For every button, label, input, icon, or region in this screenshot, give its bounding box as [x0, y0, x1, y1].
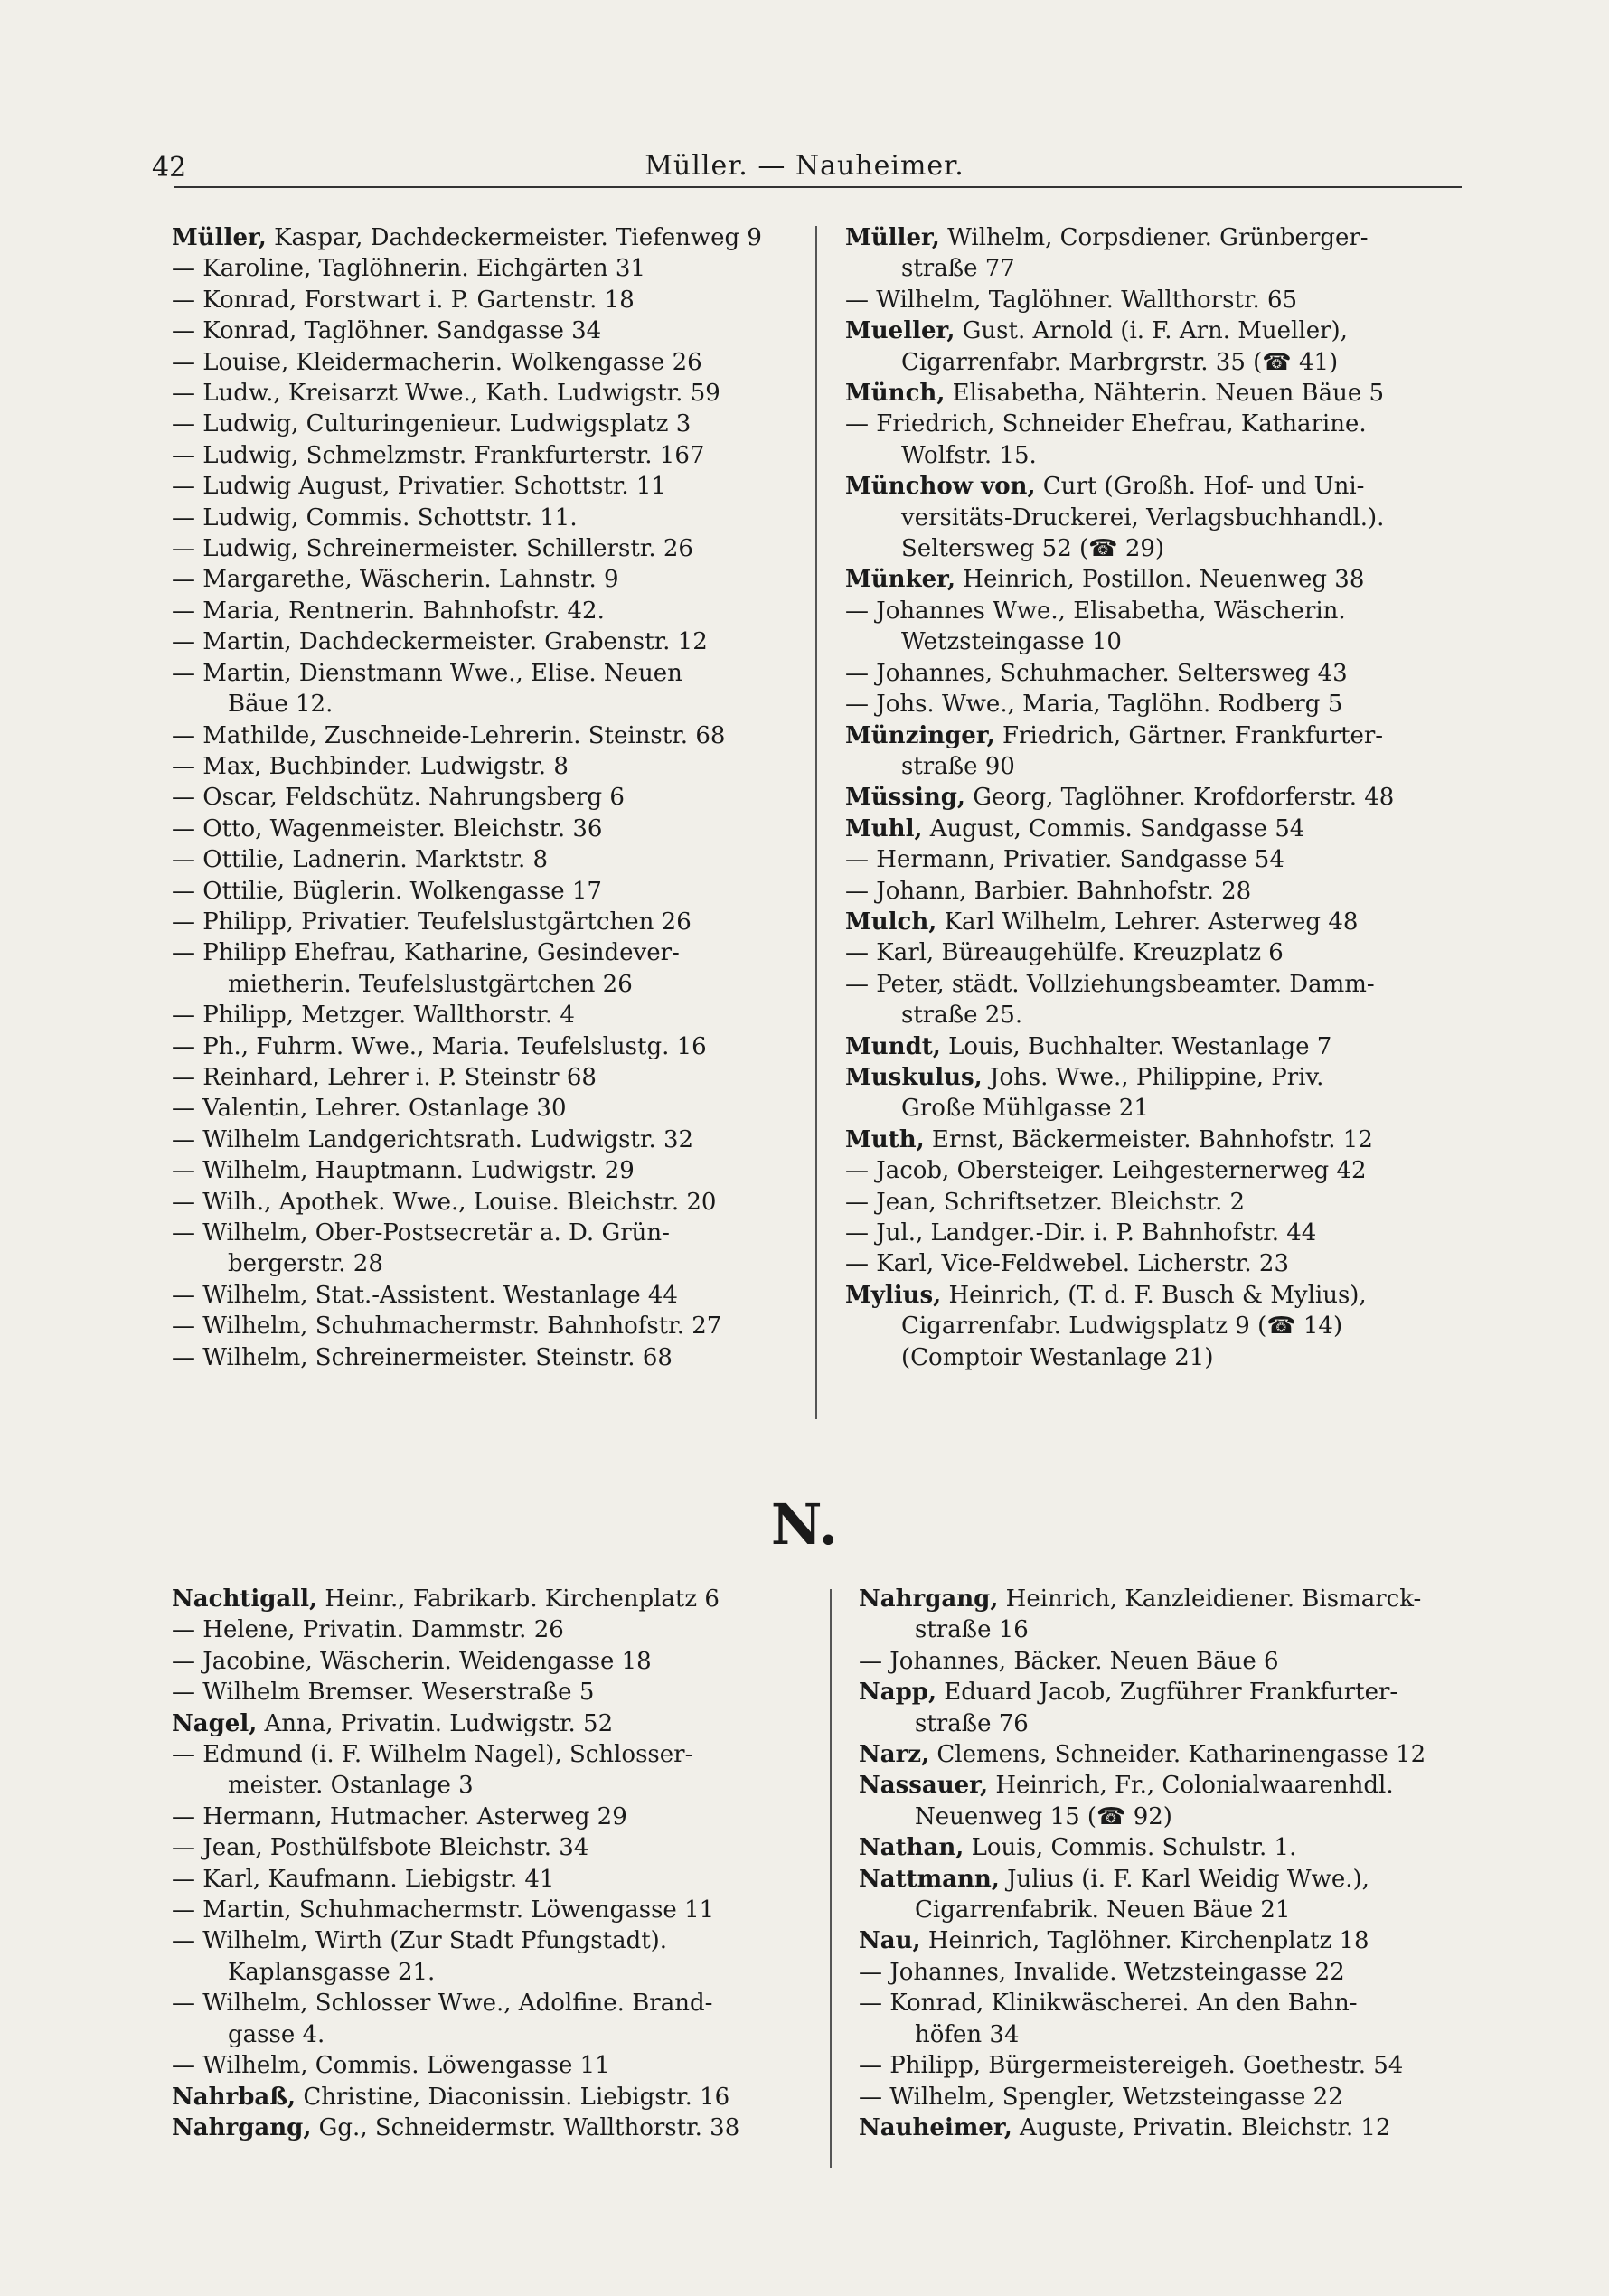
directory-entry [859, 1739, 1528, 1770]
directory-entry [859, 1988, 1528, 2050]
entry-continuation: straße 25. [901, 1002, 1023, 1030]
directory-entry [172, 2050, 841, 2081]
column-bottom-right [859, 1584, 1528, 2143]
entry-text: Anna, Privatin. Ludwigstr. 52 [264, 1709, 614, 1737]
directory-entry [172, 626, 841, 657]
directory-entry [845, 285, 1514, 315]
entry-text: — Jean, Posthülfsbote Bleichstr. 34 [172, 1834, 589, 1862]
entry-surname: Müller, [845, 224, 940, 251]
entry-text: — Johannes Wwe., Elisabetha, Wäscherin. [845, 597, 1346, 625]
directory-entry [172, 378, 841, 409]
entry-text: — Ottilie, Ladnerin. Marktstr. 8 [172, 846, 549, 874]
entry-surname: Mulch, [845, 908, 937, 936]
entry-text: Gust. Arnold (i. F. Arn. Mueller), [962, 317, 1348, 345]
entry-text: — Philipp Ehefrau, Katharine, Gesindever- [172, 939, 680, 967]
entry-text: Auguste, Privatin. Bleichstr. 12 [1020, 2113, 1391, 2141]
entry-text: Heinrich, Kanzleidiener. Bismarck- [1005, 1586, 1422, 1613]
column-bottom-left [172, 1584, 841, 2143]
entry-text: — Jacob, Obersteiger. Leihgesternerweg 42 [845, 1157, 1367, 1185]
entry-continuation: versitäts-Druckerei, Verlagsbuchhandl.). [901, 503, 1385, 532]
directory-entry [172, 1802, 841, 1832]
entry-text: — Jean, Schriftsetzer. Bleichstr. 2 [845, 1188, 1246, 1216]
entry-text: — Ph., Fuhrm. Wwe., Maria. Teufelslustg. 16 [172, 1032, 707, 1060]
entry-surname: Napp, [859, 1679, 937, 1707]
entry-text: Heinrich, (T. d. F. Busch & Mylius), [948, 1281, 1367, 1309]
entry-text: (Comptoir Westanlage 21) [901, 1343, 1214, 1371]
entry-continuation: höfen 34 [915, 2020, 1020, 2048]
directory-entry [172, 782, 841, 813]
entry-text: — Wilhelm, Spengler, Wetzsteingasse 22 [859, 2083, 1343, 2111]
entry-surname: Nahrgang, [859, 1586, 999, 1613]
entry-text: — Jacobine, Wäscherin. Weidengasse 18 [172, 1647, 652, 1675]
entry-text: — Louise, Kleidermacherin. Wolkengasse 26 [172, 348, 702, 376]
entry-continuation: bergerstr. 28 [228, 1250, 383, 1278]
entry-surname: Mylius, [845, 1281, 942, 1309]
directory-entry [172, 2082, 841, 2113]
entry-text: — Johann, Barbier. Bahnhofstr. 28 [845, 877, 1252, 905]
directory-entry [172, 1187, 841, 1218]
directory-entry [172, 1988, 841, 2050]
directory-entry [845, 1062, 1514, 1124]
directory-entry [845, 969, 1514, 1031]
directory-entry [172, 253, 841, 284]
page-number: 42 [152, 152, 187, 183]
directory-entry [172, 315, 841, 346]
directory-entry [172, 1614, 841, 1645]
entry-text: — Wilhelm, Taglöhner. Wallthorstr. 65 [845, 286, 1298, 314]
entry-text: — Max, Buchbinder. Ludwigstr. 8 [172, 752, 569, 780]
entry-text: Friedrich, Gärtner. Frankfurter- [1002, 721, 1384, 749]
entry-surname: Muskulus, [845, 1063, 983, 1091]
entry-text: Heinr., Fabrikarb. Kirchenplatz 6 [325, 1586, 720, 1613]
entry-text: — Wilhelm, Wirth (Zur Stadt Pfungstadt). [172, 1927, 668, 1955]
entry-text: — Martin, Dachdeckermeister. Grabenstr. 12 [172, 628, 708, 656]
entry-text: Eduard Jacob, Zugführer Frankfurter- [944, 1679, 1398, 1707]
directory-entry [859, 1957, 1528, 1988]
section-letter: N. [770, 1491, 839, 1557]
entry-surname: Nattmann, [859, 1865, 1000, 1893]
directory-entry [845, 937, 1514, 968]
directory-entry [845, 1187, 1514, 1218]
directory-entry [845, 471, 1514, 533]
directory-entry [172, 222, 841, 253]
entry-surname: Münchow von, [845, 473, 1036, 501]
entry-continuation: Wolfstr. 15. [901, 441, 1037, 469]
directory-entry [859, 1770, 1528, 1832]
directory-entry [859, 1584, 1528, 1646]
directory-entry [859, 1832, 1528, 1863]
entry-continuation: Neuenweg 15 (☎ 92) [915, 1802, 1172, 1830]
directory-entry [172, 503, 841, 533]
entry-text: Georg, Taglöhner. Krofdorferstr. 48 [973, 784, 1395, 812]
entry-text: — Margarethe, Wäscherin. Lahnstr. 9 [172, 566, 619, 594]
entry-text: — Ludwig, Schmelzmstr. Frankfurterstr. 167 [172, 441, 705, 469]
directory-entry [172, 1280, 841, 1311]
entry-continuation: Cigarrenfabr. Ludwigsplatz 9 (☎ 14) [901, 1313, 1343, 1341]
directory-entry [172, 1739, 841, 1802]
directory-entry [859, 1925, 1528, 1956]
entry-continuation: straße 77 [901, 255, 1015, 283]
entry-text: — Wilh., Apothek. Wwe., Louise. Bleichstr. 20 [172, 1188, 717, 1216]
entry-text: Karl Wilhelm, Lehrer. Asterweg 48 [944, 908, 1359, 936]
entry-text: — Philipp, Bürgermeistereigeh. Goethestr. 54 [859, 2052, 1404, 2080]
entry-text: — Karl, Kaufmann. Liebigstr. 41 [172, 1865, 555, 1893]
entry-surname: Münch, [845, 380, 946, 408]
entry-continuation: mietherin. Teufelslustgärtchen 26 [228, 970, 633, 998]
directory-entry [172, 937, 841, 1000]
directory-entry [172, 1155, 841, 1186]
directory-entry [172, 1708, 841, 1739]
entry-text: — Johannes, Schuhmacher. Seltersweg 43 [845, 659, 1348, 687]
entry-continuation: meister. Ostanlage 3 [228, 1772, 474, 1800]
entry-text: Kaspar, Dachdeckermeister. Tiefenweg 9 [274, 224, 762, 251]
entry-surname: Nau, [859, 1927, 921, 1955]
directory-entry [172, 844, 841, 875]
directory-entry [845, 315, 1514, 378]
entry-text: — Wilhelm, Schreinermeister. Steinstr. 68 [172, 1343, 673, 1371]
directory-entry [172, 409, 841, 439]
entry-text: — Edmund (i. F. Wilhelm Nagel), Schlosser- [172, 1741, 693, 1769]
entry-continuation: Cigarrenfabrik. Neuen Bäue 21 [915, 1896, 1291, 1924]
directory-entry [172, 751, 841, 782]
entry-surname: Nahrgang, [172, 2113, 312, 2141]
directory-entry [845, 409, 1514, 471]
directory-entry [172, 285, 841, 315]
entry-text: — Wilhelm Landgerichtsrath. Ludwigstr. 32 [172, 1125, 694, 1153]
entry-continuation: Große Mühlgasse 21 [901, 1095, 1149, 1123]
head-rule [174, 186, 1462, 188]
directory-entry [859, 1646, 1528, 1677]
directory-entry [172, 1646, 841, 1677]
directory-entry [859, 2050, 1528, 2081]
directory-entry [172, 1342, 841, 1373]
directory-entry [845, 596, 1514, 658]
directory-entry [859, 2113, 1528, 2143]
entry-text: Heinrich, Taglöhner. Kirchenplatz 18 [927, 1927, 1369, 1955]
entry-text: Ernst, Bäckermeister. Bahnhofstr. 12 [931, 1125, 1373, 1153]
entry-text: — Wilhelm, Schuhmachermstr. Bahnhofstr. 27 [172, 1313, 722, 1341]
entry-surname: Narz, [859, 1741, 930, 1769]
directory-entry [845, 844, 1514, 875]
directory-entry [845, 1218, 1514, 1248]
entry-continuation: straße 16 [915, 1616, 1029, 1644]
entry-text: — Martin, Schuhmachermstr. Löwengasse 11 [172, 1896, 715, 1924]
entry-surname: Mundt, [845, 1032, 941, 1060]
entry-text: Wilhelm, Corpsdiener. Grünberger- [947, 224, 1369, 251]
entry-text: — Ludwig, Culturingenieur. Ludwigsplatz 3 [172, 410, 692, 438]
entry-continuation: Bäue 12. [228, 691, 334, 719]
directory-entry [172, 907, 841, 937]
entry-text: — Maria, Rentnerin. Bahnhofstr. 42. [172, 597, 605, 625]
entry-text: — Karl, Vice-Feldwebel. Licherstr. 23 [845, 1250, 1289, 1278]
entry-text: — Johs. Wwe., Maria, Taglöhn. Rodberg 5 [845, 691, 1343, 719]
directory-entry [172, 1124, 841, 1155]
directory-entry [172, 876, 841, 907]
entry-surname: Müssing, [845, 784, 965, 812]
directory-entry [172, 596, 841, 626]
entry-text: — Reinhard, Lehrer i. P. Steinstr 68 [172, 1063, 597, 1091]
entry-surname: Münzinger, [845, 721, 995, 749]
directory-entry [172, 1864, 841, 1895]
entry-text: — Konrad, Forstwart i. P. Gartenstr. 18 [172, 286, 635, 314]
entry-text: — Hermann, Hutmacher. Asterweg 29 [172, 1802, 627, 1830]
entry-continuation: Kaplansgasse 21. [228, 1958, 436, 1986]
entry-text: — Wilhelm, Schlosser Wwe., Adolfine. Brand- [172, 1990, 713, 2018]
entry-text: August, Commis. Sandgasse 54 [929, 814, 1305, 842]
entry-text: Julius (i. F. Karl Weidig Wwe.), [1007, 1865, 1369, 1893]
entry-text: Gg., Schneidermstr. Wallthorstr. 38 [318, 2113, 740, 2141]
entry-text: — Johannes, Invalide. Wetzsteingasse 22 [859, 1958, 1345, 1986]
directory-entry [172, 1000, 841, 1030]
entry-text: Elisabetha, Nähterin. Neuen Bäue 5 [952, 380, 1385, 408]
directory-entry [172, 1925, 841, 1988]
directory-entry [845, 1124, 1514, 1155]
entry-text: — Wilhelm Bremser. Weserstraße 5 [172, 1679, 595, 1707]
column-top-left [172, 222, 841, 1373]
directory-entry [845, 658, 1514, 689]
entry-text: Louis, Commis. Schulstr. 1. [971, 1834, 1297, 1862]
directory-entry [845, 1280, 1514, 1342]
entry-text: — Ludwig August, Privatier. Schottstr. 11 [172, 473, 666, 501]
entry-text: — Philipp, Privatier. Teufelslustgärtchen 26 [172, 908, 692, 936]
entry-continuation: straße 90 [901, 752, 1015, 780]
directory-entry [172, 1832, 841, 1863]
entry-text: — Helene, Privatin. Dammstr. 26 [172, 1616, 564, 1644]
entry-text: — Philipp, Metzger. Wallthorstr. 4 [172, 1002, 575, 1030]
entry-surname: Muth, [845, 1125, 925, 1153]
entry-text: — Peter, städt. Vollziehungsbeamter. Damm- [845, 970, 1375, 998]
entry-text: — Otto, Wagenmeister. Bleichstr. 36 [172, 814, 603, 842]
entry-surname: Mueller, [845, 317, 955, 345]
entry-text: — Ludw., Kreisarzt Wwe., Kath. Ludwigstr. 59 [172, 380, 720, 408]
entry-text: — Konrad, Taglöhner. Sandgasse 34 [172, 317, 602, 345]
entry-text: — Johannes, Bäcker. Neuen Bäue 6 [859, 1647, 1279, 1675]
entry-text: — Friedrich, Schneider Ehefrau, Katharine. [845, 410, 1367, 438]
running-head: Müller. — Nauheimer. [645, 150, 964, 182]
entry-surname: Nagel, [172, 1709, 258, 1737]
directory-entry [845, 1031, 1514, 1062]
entry-surname: Nathan, [859, 1834, 964, 1862]
directory-entry [859, 1677, 1528, 1739]
entry-text: — Valentin, Lehrer. Ostanlage 30 [172, 1095, 567, 1123]
entry-text: Johs. Wwe., Philippine, Priv. [989, 1063, 1324, 1091]
directory-entry [845, 222, 1514, 285]
directory-entry [859, 1864, 1528, 1926]
directory-entry [859, 2082, 1528, 2113]
entry-text: — Mathilde, Zuschneide-Lehrerin. Steinstr. 68 [172, 721, 726, 749]
directory-entry [172, 533, 841, 564]
directory-entry [172, 1677, 841, 1708]
directory-entry [845, 1248, 1514, 1279]
directory-entry [845, 564, 1514, 595]
entry-text: Heinrich, Fr., Colonialwaarenhdl. [995, 1772, 1394, 1800]
directory-entry [845, 1342, 1514, 1373]
directory-entry [172, 658, 841, 720]
directory-entry [172, 1218, 841, 1280]
directory-entry [172, 1584, 841, 1614]
directory-entry [845, 876, 1514, 907]
directory-entry [172, 1093, 841, 1124]
directory-entry [172, 1895, 841, 1925]
directory-entry [172, 720, 841, 751]
directory-entry [172, 1311, 841, 1341]
entry-text: — Wilhelm, Commis. Löwengasse 11 [172, 2052, 610, 2080]
entry-text: — Wilhelm, Hauptmann. Ludwigstr. 29 [172, 1157, 635, 1185]
directory-entry [845, 814, 1514, 844]
directory-entry [172, 564, 841, 595]
directory-entry [845, 907, 1514, 937]
entry-continuation: straße 76 [915, 1709, 1029, 1737]
directory-entry [845, 720, 1514, 783]
entry-text: — Jul., Landger.-Dir. i. P. Bahnhofstr. 44 [845, 1219, 1317, 1247]
entry-surname: Nahrbaß, [172, 2083, 296, 2111]
entry-text: Louis, Buchhalter. Westanlage 7 [948, 1032, 1332, 1060]
entry-continuation: Wetzsteingasse 10 [901, 628, 1122, 656]
directory-entry [845, 782, 1514, 813]
entry-text: Curt (Großh. Hof- und Uni- [1042, 473, 1365, 501]
entry-text: — Ottilie, Büglerin. Wolkengasse 17 [172, 877, 602, 905]
entry-text: — Wilhelm, Stat.-Assistent. Westanlage 44 [172, 1281, 678, 1309]
entry-continuation: Cigarrenfabr. Marbrgrstr. 35 (☎ 41) [901, 348, 1339, 376]
column-top-right [845, 222, 1514, 1373]
entry-surname: Nachtigall, [172, 1586, 318, 1613]
entry-text: — Ludwig, Schreinermeister. Schillerstr. 26 [172, 535, 693, 563]
entry-text: — Ludwig, Commis. Schottstr. 11. [172, 503, 578, 532]
entry-text: Clemens, Schneider. Katharinengasse 12 [936, 1741, 1426, 1769]
entry-surname: Nauheimer, [859, 2113, 1012, 2141]
directory-entry [845, 378, 1514, 409]
entry-text: — Martin, Dienstmann Wwe., Elise. Neuen [172, 659, 682, 687]
directory-entry [172, 2113, 841, 2143]
entry-continuation: gasse 4. [228, 2020, 325, 2048]
entry-surname: Nassauer, [859, 1772, 989, 1800]
entry-text: Seltersweg 52 (☎ 29) [901, 535, 1165, 563]
directory-entry [172, 1031, 841, 1062]
directory-entry [172, 1062, 841, 1093]
directory-entry [172, 814, 841, 844]
entry-text: — Karl, Büreaugehülfe. Kreuzplatz 6 [845, 939, 1284, 967]
directory-entry [845, 689, 1514, 720]
directory-entry [845, 1155, 1514, 1186]
directory-entry [172, 440, 841, 471]
directory-entry [172, 471, 841, 502]
entry-text: — Wilhelm, Ober-Postsecretär a. D. Grün- [172, 1219, 670, 1247]
entry-surname: Muhl, [845, 814, 923, 842]
entry-text: — Konrad, Klinikwäscherei. An den Bahn- [859, 1990, 1358, 2018]
entry-text: — Karoline, Taglöhnerin. Eichgärten 31 [172, 255, 645, 283]
entry-text: — Hermann, Privatier. Sandgasse 54 [845, 846, 1284, 874]
entry-surname: Münker, [845, 566, 956, 594]
entry-text: Heinrich, Postillon. Neuenweg 38 [963, 566, 1365, 594]
entry-surname: Müller, [172, 224, 267, 251]
directory-entry [845, 533, 1514, 564]
directory-entry [172, 347, 841, 378]
entry-text: — Oscar, Feldschütz. Nahrungsberg 6 [172, 784, 625, 812]
entry-text: Christine, Diaconissin. Liebigstr. 16 [303, 2083, 730, 2111]
